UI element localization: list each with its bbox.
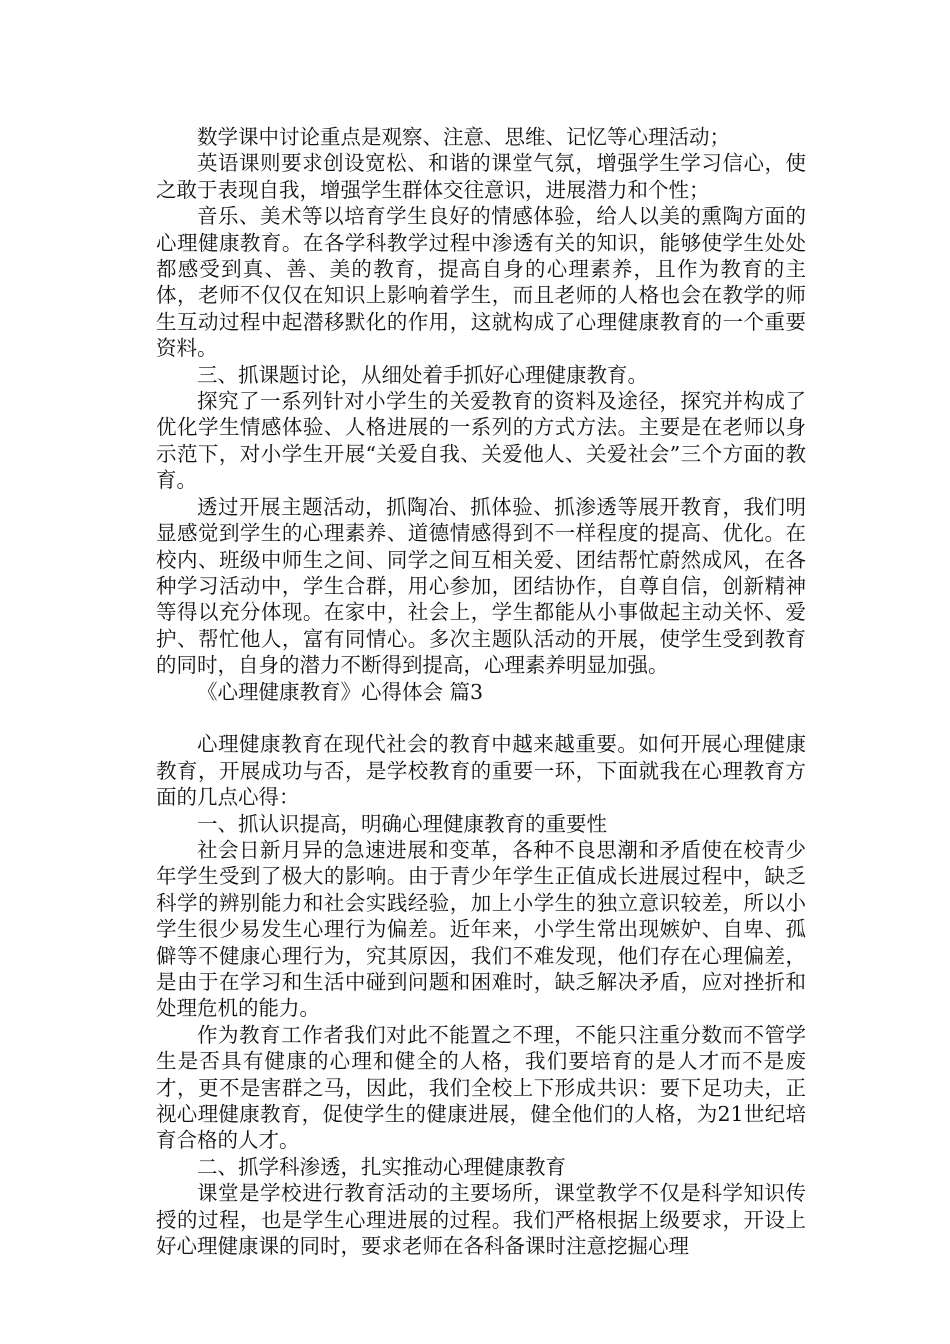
document-body: [156, 124, 806, 1259]
paragraph-social-change: 社会日新月异的急速进展和变革，各种不良思潮和矛盾使在校青少年学生受到了极大的影响。由于青少年学生正值成长进展过程中，缺乏科学的辨别能力和社会实践经验，加上小学生的独立意识较差，所以小学生很少易发生心理行为偏差。近年来，小学生常出现嫉妒、自卑、孤僻等不健康心理行为，究其原因，我们不难发现，他们存在心理偏差，是由于在学习和生活中碰到问题和困难时，缺乏解决矛盾，应对挫折和处理危机的能力。: [156, 837, 806, 1021]
paragraph-music-art: 音乐、美术等以培育学生良好的情感体验，给人以美的熏陶方面的心理健康教育。在各学科教学过程中渗透有关的知识，能够使学生处处都感受到真、善、美的教育，提高自身的心理素养，且作为教育的主体，老师不仅仅在知识上影响着学生，而且老师的人格也会在教学的师生互动过程中起潜移默化的作用，这就构成了心理健康教育的一个重要资料。: [156, 204, 806, 361]
paragraph-section-three: 三、抓课题讨论，从细处着手抓好心理健康教育。: [197, 362, 648, 387]
paragraph-classroom: 课堂是学校进行教育活动的主要场所，课堂教学不仅是科学知识传授的过程，也是学生心理进展的过程。我们严格根据上级要求，开设上好心理健康课的同时，要求老师在各科备课时注意挖掘心理: [156, 1181, 806, 1259]
paragraph-care-education: 探究了一系列针对小学生的关爱教育的资料及途径，探究并构成了优化学生情感体验、人格进展的一系列的方式方法。主要是在老师以身示范下，对小学生开展“关爱自我、关爱他人、关爱社会”三个方面的教育。: [156, 389, 806, 493]
section-heading: 《心理健康教育》心得体会 篇3: [197, 679, 484, 704]
paragraph-point-two: 二、抓学科渗透，扎实推动心理健康教育: [197, 1154, 566, 1179]
paragraph-point-one: 一、抓认识提高，明确心理健康教育的重要性: [197, 811, 607, 836]
paragraph-educators: 作为教育工作者我们对此不能置之不理，不能只注重分数而不管学生是否具有健康的心理和健全的人格，我们要培育的是人才而不是废才，更不是害群之马，因此，我们全校上下形成共识：要下足功夫，正视心理健康教育，促使学生的健康进展，健全他们的人格，为21世纪培育合格的人才。: [156, 1022, 806, 1153]
paragraph-theme-activities: 透过开展主题活动，抓陶冶、抓体验、抓渗透等展开教育，我们明显感觉到学生的心理素养、道德情感得到不一样程度的提高、优化。在校内、班级中师生之间、同学之间互相关爱、团结帮忙蔚然成风，在各种学习活动中，学生合群，用心参加，团结协作，自尊自信，创新精神等得以充分体现。在家中，社会上，学生都能从小事做起主动关怀、爱护、帮忙他人，富有同情心。多次主题队活动的开展，使学生受到教育的同时，自身的潜力不断得到提高，心理素养明显加强。: [156, 494, 806, 678]
paragraph-math: 数学课中讨论重点是观察、注意、思维、记忆等心理活动；: [197, 125, 730, 149]
blank-line: [156, 705, 806, 731]
paragraph-intro: 心理健康教育在现代社会的教育中越来越重要。如何开展心理健康教育，开展成功与否，是学校教育的重要一环，下面就我在心理教育方面的几点心得：: [156, 732, 806, 810]
paragraph-english: 英语课则要求创设宽松、和谐的课堂气氛，增强学生学习信心，使之敢于表现自我，增强学生群体交往意识，进展潜力和个性；: [156, 151, 806, 202]
